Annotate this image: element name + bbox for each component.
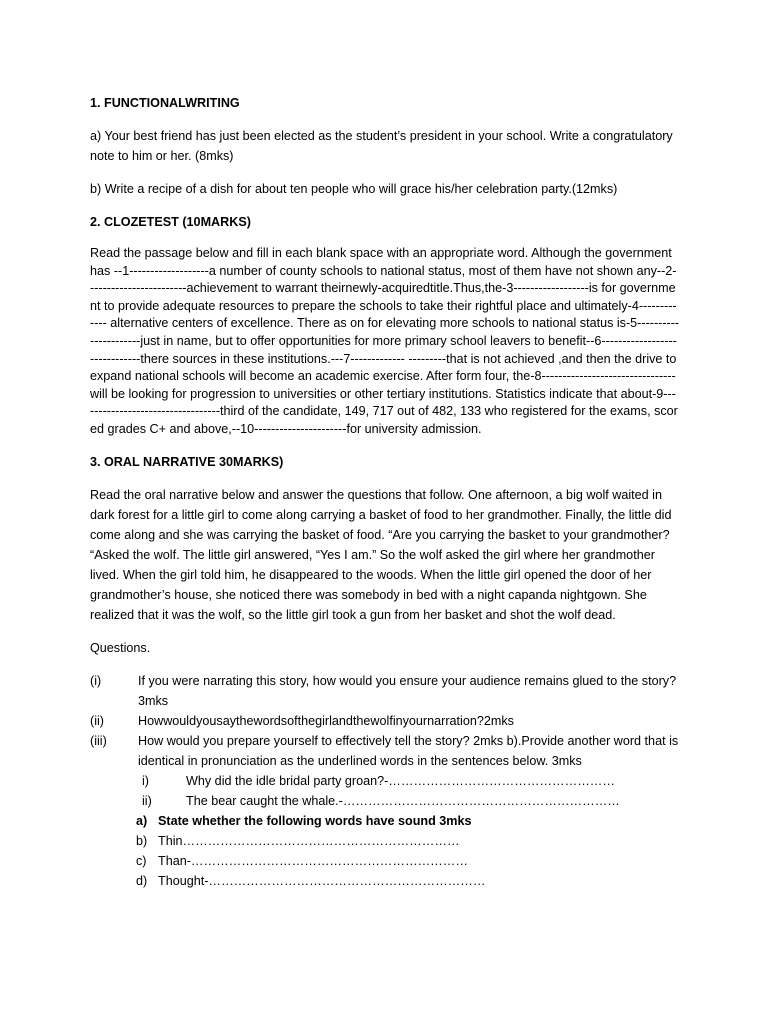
sound-item-text: Than-………………………………………………………… bbox=[158, 853, 468, 868]
sound-item-text: State whether the following words have sound 3mks bbox=[158, 813, 472, 828]
sound-item-letter: a) bbox=[136, 813, 148, 828]
sentence-item bbox=[90, 791, 680, 811]
sound-item bbox=[90, 851, 680, 871]
sound-item-letter: c) bbox=[136, 853, 147, 868]
sound-item-letter: b) bbox=[136, 833, 148, 848]
question-1a: a) Your best friend has just been elected as the student’s president in your school. Write a congratulatory note to him or her. (8mks) bbox=[90, 129, 673, 163]
oral-narrative-passage: Read the oral narrative below and answer the questions that follow. One afternoon, a big wolf waited in dark forest for a little girl to come along carrying a basket of food to her grandmother. Finally, the little did come along and she was carrying the basket of food. “Are you carrying the basket to your grandmother? “Asked the wolf. The little girl answered, “Yes I am.” So the wolf asked the girl where her grandmother lived. When the girl told him, he disappeared to the woods. When the little girl opened the door of her grandmother’s house, she noticed there was somebody in bed with a night capanda nightgown. She realized that it was the wolf, so the little girl took a gun from her basket and shot the wolf dead. bbox=[90, 487, 672, 622]
sound-item-letter: d) bbox=[136, 873, 148, 888]
section-2-heading: 2. CLOZETEST (10MARKS) bbox=[90, 215, 251, 229]
question-number: (iii) bbox=[90, 733, 107, 748]
question-item bbox=[90, 671, 680, 711]
sentence-number: i) bbox=[142, 773, 149, 788]
sentence-item bbox=[90, 771, 680, 791]
sound-item-text: Thought-………………………………………………………… bbox=[158, 873, 486, 888]
question-item bbox=[90, 711, 680, 731]
document-page bbox=[90, 93, 680, 891]
sound-item bbox=[90, 871, 680, 891]
section-1-heading: 1. FUNCTIONALWRITING bbox=[90, 96, 240, 110]
section-3-heading: 3. ORAL NARRATIVE 30MARKS) bbox=[90, 454, 284, 469]
sentence-text: The bear caught the whale.-………………………………………………………… bbox=[186, 793, 620, 808]
cloze-passage: Read the passage below and fill in each blank space with an appropriate word. Although the government has --1-------------------a number of county schools to national status, most of them have not shown any--2------------------------achievement to warrant theirnewly-acquiredtitle.Thus,the-3------------------is for government to provide adequate resources to prepare the schools to take their rightful place and ultimately-4------------- alternative centers of excellence. There as on for elevating more schools to national status is-5----------------------just in name, but to offer opportunities for more primary school leavers to benefit--6------------------------------there sources in these institutions.---7------------- ---------that is not achieved ,and then the drive to expand national schools will become an academic exercise. After form four, the-8--------------------------------will be looking for progression to universities or other tertiary institutions. Statistics indicate that about-9--- -------------------------------third of the candidate, 149, 717 out of 482, 133 who registered for the exams, scored grades C+ and above,--10----------------------for university admission. bbox=[90, 246, 680, 436]
question-text: How would you prepare yourself to effectively tell the story? 2mks b).Provide another word that is identical in pronunciation as the underlined words in the sentences below. 3mks bbox=[138, 733, 679, 768]
question-number: (ii) bbox=[90, 713, 104, 728]
sentence-text: Why did the idle bridal party groan?-……………………………………………… bbox=[186, 773, 615, 788]
question-text: If you were narrating this story, how would you ensure your audience remains glued to the story? 3mks bbox=[138, 673, 677, 708]
question-number: (i) bbox=[90, 673, 102, 688]
sentence-number: ii) bbox=[142, 793, 152, 808]
sound-item bbox=[90, 811, 680, 831]
question-item bbox=[90, 731, 680, 771]
question-text: Howwouldyousaythewordsofthegirlandthewolfinyournarration?2mks bbox=[138, 713, 514, 728]
sound-item bbox=[90, 831, 680, 851]
questions-label: Questions. bbox=[90, 640, 151, 655]
question-1b: b) Write a recipe of a dish for about ten people who will grace his/her celebration party.(12mks) bbox=[90, 182, 618, 196]
sound-item-text: Thin………………………………………………………… bbox=[158, 833, 460, 848]
